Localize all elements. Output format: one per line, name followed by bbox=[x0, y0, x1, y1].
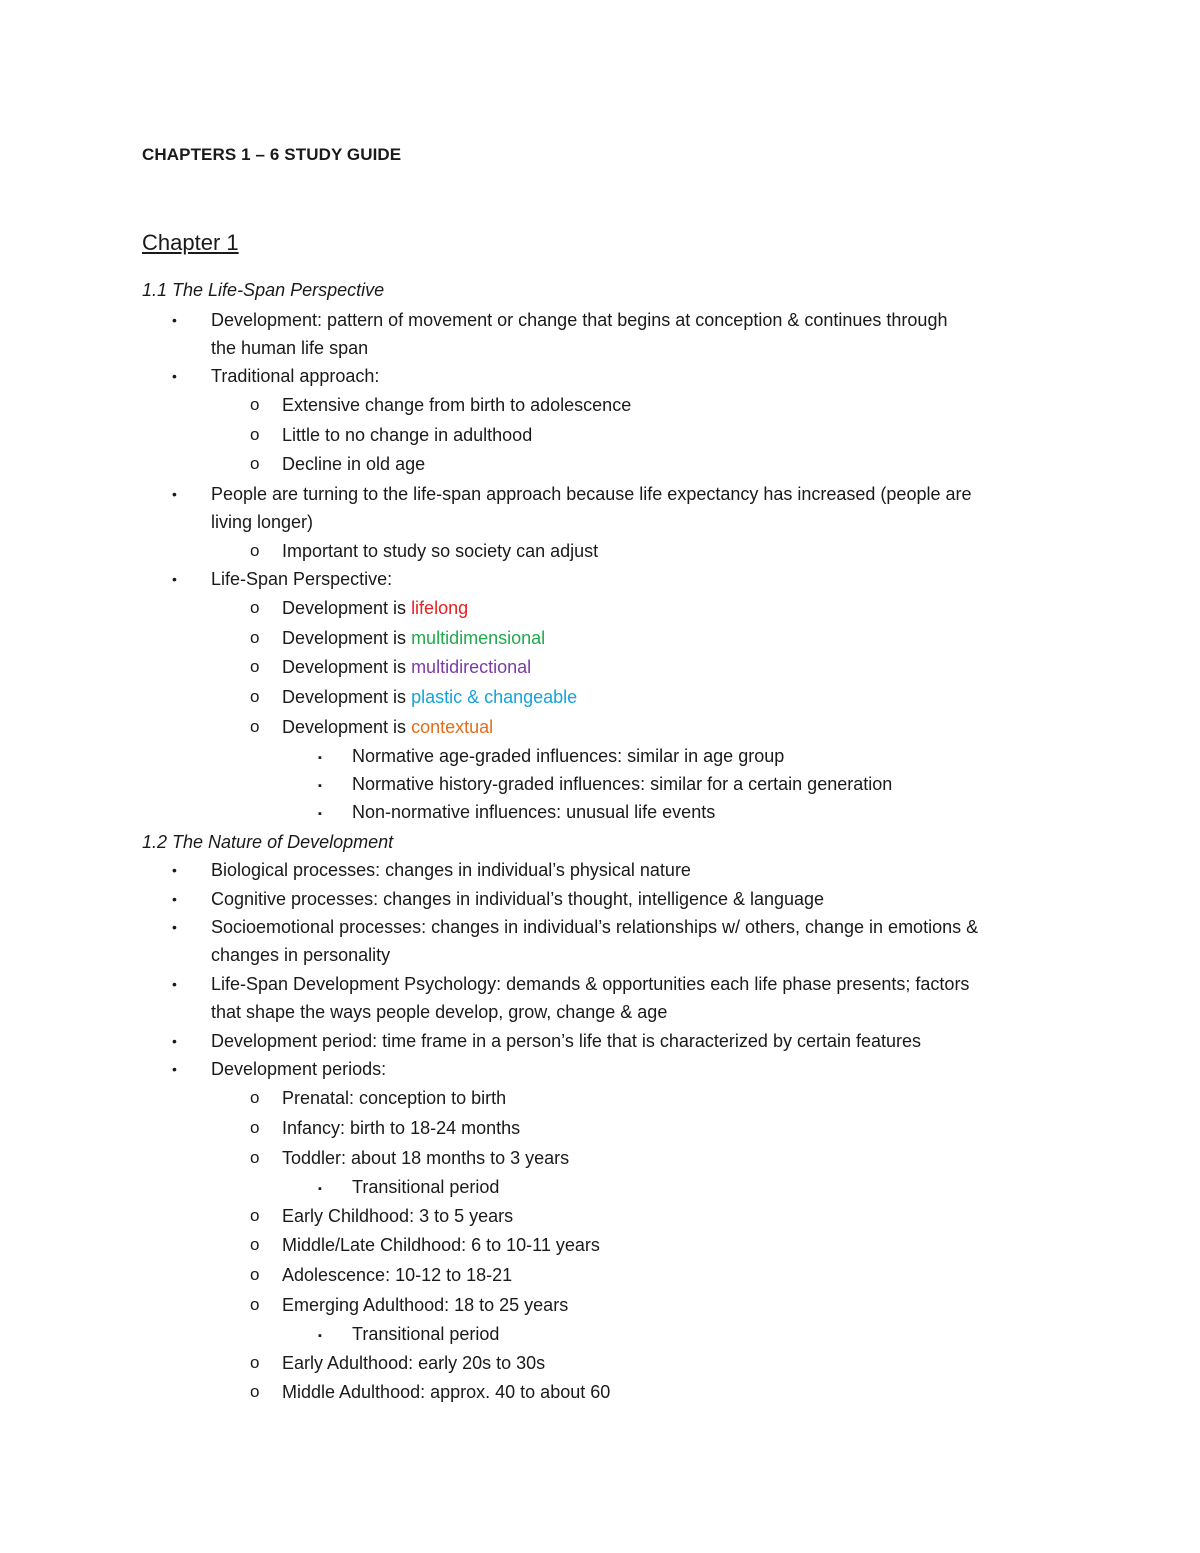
list-item-continuation: that shape the ways people develop, grow, change & age bbox=[211, 1002, 668, 1022]
bullet-marker: • bbox=[172, 1061, 177, 1077]
list-item: Socioemotional processes: changes in individual’s relationships w/ others, change in emotions & bbox=[211, 917, 979, 937]
bullet-marker: • bbox=[172, 368, 177, 384]
sub-bullet-marker: o bbox=[250, 425, 260, 444]
sub-sub-bullet-marker: ▪ bbox=[318, 780, 322, 792]
dev-is-text: Development is bbox=[282, 598, 412, 618]
sub-bullet-marker: o bbox=[250, 1148, 260, 1167]
sub-list-item: Middle Adulthood: approx. 40 to about 60 bbox=[282, 1382, 611, 1402]
list-item: Biological processes: changes in individual’s physical nature bbox=[211, 860, 691, 880]
sub-list-item bbox=[282, 597, 468, 619]
sub-list-item: Early Adulthood: early 20s to 30s bbox=[282, 1353, 546, 1373]
sub-bullet-marker: o bbox=[250, 1235, 260, 1254]
highlight-multidirectional: multidirectional bbox=[411, 657, 532, 677]
dev-is-text: Development is bbox=[282, 687, 412, 707]
sub-list-item: Important to study so society can adjust bbox=[282, 541, 599, 561]
sub-bullet-marker: o bbox=[250, 1206, 260, 1225]
sub-bullet-marker: o bbox=[250, 1118, 260, 1137]
sub-sub-bullet-marker: ▪ bbox=[318, 752, 322, 764]
list-item: Life-Span Development Psychology: demands & opportunities each life phase presents; factors bbox=[211, 974, 970, 994]
sub-list-item: Emerging Adulthood: 18 to 25 years bbox=[282, 1295, 569, 1315]
sub-list-item bbox=[282, 627, 545, 649]
highlight-lifelong: lifelong bbox=[411, 598, 469, 618]
sub-bullet-marker: o bbox=[250, 717, 260, 736]
dev-is-text: Development is bbox=[282, 628, 412, 648]
list-item-continuation: the human life span bbox=[211, 338, 369, 358]
sub-sub-bullet-marker: ▪ bbox=[318, 808, 322, 820]
chapter-heading: Chapter 1 bbox=[142, 230, 239, 255]
sub-list-item: Little to no change in adulthood bbox=[282, 425, 533, 445]
sub-list-item: Toddler: about 18 months to 3 years bbox=[282, 1148, 570, 1168]
list-item: Traditional approach: bbox=[211, 366, 380, 386]
sub-list-item: Adolescence: 10-12 to 18-21 bbox=[282, 1265, 513, 1285]
highlight-contextual: contextual bbox=[411, 717, 494, 737]
bullet-marker: • bbox=[172, 571, 177, 587]
sub-sub-bullet-marker: ▪ bbox=[318, 1330, 322, 1342]
bullet-marker: • bbox=[172, 919, 177, 935]
sub-sub-list-item: Non-normative influences: unusual life events bbox=[352, 802, 716, 822]
sub-list-item: Infancy: birth to 18-24 months bbox=[282, 1118, 521, 1138]
list-item-continuation: changes in personality bbox=[211, 945, 391, 965]
sub-list-item bbox=[282, 686, 577, 708]
sub-sub-list-item: Normative age-graded influences: similar in age group bbox=[352, 746, 785, 766]
list-item-continuation: living longer) bbox=[211, 512, 314, 532]
bullet-marker: • bbox=[172, 976, 177, 992]
sub-list-item: Middle/Late Childhood: 6 to 10-11 years bbox=[282, 1235, 600, 1255]
sub-list-item: Prenatal: conception to birth bbox=[282, 1088, 507, 1108]
bullet-marker: • bbox=[172, 312, 177, 328]
sub-list-item bbox=[282, 716, 493, 738]
sub-sub-list-item: Transitional period bbox=[352, 1177, 500, 1197]
sub-bullet-marker: o bbox=[250, 1353, 260, 1372]
sub-list-item: Decline in old age bbox=[282, 454, 426, 474]
document-title: CHAPTERS 1 – 6 STUDY GUIDE bbox=[142, 145, 402, 164]
section-heading-1-2: 1.2 The Nature of Development bbox=[142, 832, 394, 852]
highlight-multidimensional: multidimensional bbox=[411, 628, 546, 648]
sub-bullet-marker: o bbox=[250, 628, 260, 647]
sub-sub-list-item: Transitional period bbox=[352, 1324, 500, 1344]
bullet-marker: • bbox=[172, 862, 177, 878]
list-item: Development periods: bbox=[211, 1059, 387, 1079]
sub-bullet-marker: o bbox=[250, 1265, 260, 1284]
list-item: Life-Span Perspective: bbox=[211, 569, 393, 589]
sub-bullet-marker: o bbox=[250, 395, 260, 414]
list-item: Development period: time frame in a person’s life that is characterized by certain features bbox=[211, 1031, 922, 1051]
sub-sub-list-item: Normative history-graded influences: similar for a certain generation bbox=[352, 774, 893, 794]
highlight-plastic: plastic & changeable bbox=[411, 687, 578, 707]
sub-bullet-marker: o bbox=[250, 1295, 260, 1314]
sub-list-item: Early Childhood: 3 to 5 years bbox=[282, 1206, 514, 1226]
bullet-marker: • bbox=[172, 891, 177, 907]
sub-bullet-marker: o bbox=[250, 541, 260, 560]
sub-bullet-marker: o bbox=[250, 657, 260, 676]
sub-bullet-marker: o bbox=[250, 1382, 260, 1401]
list-item: Development: pattern of movement or change that begins at conception & continues through bbox=[211, 310, 948, 330]
sub-sub-bullet-marker: ▪ bbox=[318, 1183, 322, 1195]
section-heading-1-1: 1.1 The Life-Span Perspective bbox=[142, 280, 385, 300]
sub-list-item: Extensive change from birth to adolescence bbox=[282, 395, 632, 415]
list-item: People are turning to the life-span approach because life expectancy has increased (people are bbox=[211, 484, 972, 504]
sub-list-item bbox=[282, 656, 531, 678]
bullet-marker: • bbox=[172, 486, 177, 502]
sub-bullet-marker: o bbox=[250, 454, 260, 473]
list-item: Cognitive processes: changes in individual’s thought, intelligence & language bbox=[211, 889, 825, 909]
dev-is-text: Development is bbox=[282, 717, 412, 737]
sub-bullet-marker: o bbox=[250, 687, 260, 706]
bullet-marker: • bbox=[172, 1033, 177, 1049]
sub-bullet-marker: o bbox=[250, 1088, 260, 1107]
dev-is-text: Development is bbox=[282, 657, 412, 677]
sub-bullet-marker: o bbox=[250, 598, 260, 617]
